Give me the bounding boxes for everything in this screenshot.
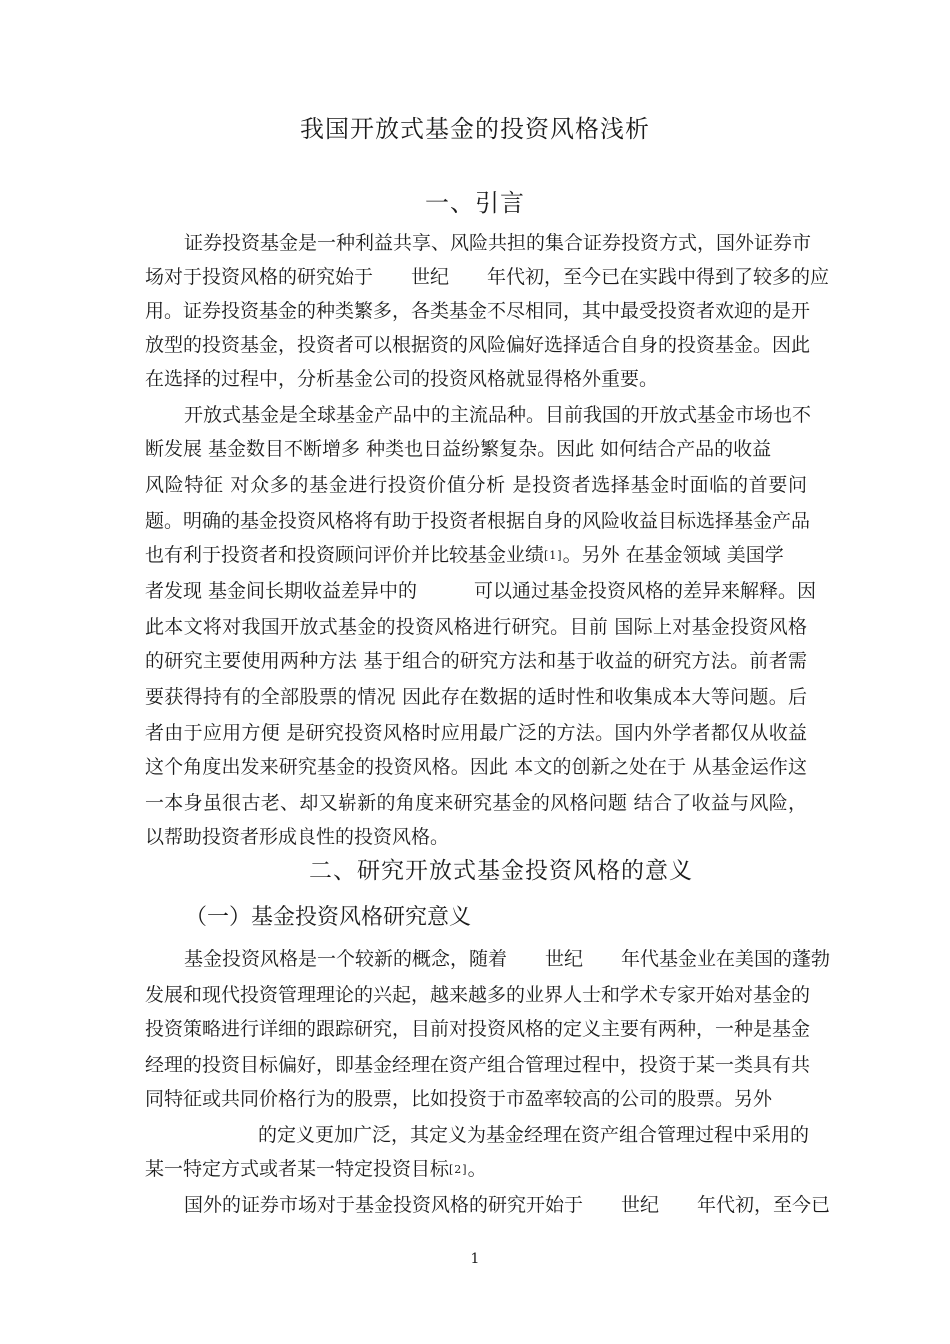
paragraph-line: 风险特征 对众多的基金进行投资价值分析 是投资者选择基金时面临的首要问	[145, 474, 807, 496]
paragraph-line: 基金投资风格是一个较新的概念，随着 世纪 年代基金业在美国的蓬勃	[184, 948, 831, 970]
paragraph-line: 开放式基金是全球基金产品中的主流品种。目前我国的开放式基金市场也不	[184, 404, 812, 426]
paragraph-line: 放型的投资基金，投资者可以根据资的风险偏好选择适合自身的投资基金。因此	[145, 334, 811, 356]
paragraph-line: 同特征或共同价格行为的股票，比如投资于市盈率较高的公司的股票。另外	[145, 1088, 773, 1110]
paragraph-line: 此本文将对我国开放式基金的投资风格进行研究。目前 国际上对基金投资风格	[145, 616, 807, 638]
line-text: 某一特定方式或者某一特定投资目标	[145, 1158, 450, 1180]
line-text: 。另外 在基金领域 美国学	[562, 544, 784, 566]
paragraph-line: 发展和现代投资管理理论的兴起，越来越多的业界人士和学术专家开始对基金的	[145, 984, 811, 1006]
subsection-heading: （一）基金投资风格研究意义	[185, 905, 472, 930]
paragraph-line: 这个角度出发来研究基金的投资风格。因此 本文的创新之处在于 从基金运作这	[145, 756, 807, 778]
paragraph-line: 者发现 基金间长期收益差异中的 可以通过基金投资风格的差异来解释。因	[145, 580, 817, 602]
paragraph-line: 用。证券投资基金的种类繁多，各类基金不尽相同，其中最受投资者欢迎的是开	[145, 300, 811, 322]
paragraph-line: 要获得持有的全部股票的情况 因此存在数据的适时性和收集成本大等问题。后	[145, 686, 807, 708]
paragraph-line: 经理的投资目标偏好，即基金经理在资产组合管理过程中，投资于某一类具有共	[145, 1054, 811, 1076]
paragraph-line: 证券投资基金是一种利益共享、风险共担的集合证券投资方式，国外证券市	[184, 232, 812, 254]
paragraph-line: 者由于应用方便 是研究投资风格时应用最广泛的方法。国内外学者都仅从收益	[145, 722, 807, 744]
paragraph-line: 场对于投资风格的研究始于 世纪 年代初，至今已在实践中得到了较多的应	[145, 266, 830, 288]
citation-ref-1: [1]	[544, 549, 563, 562]
paragraph-line	[145, 1156, 807, 1183]
paragraph-line: 以帮助投资者形成良性的投资风格。	[145, 826, 450, 848]
paragraph-line	[145, 542, 807, 569]
citation-ref-2: [2]	[449, 1163, 468, 1176]
line-text: 也有利于投资者和投资顾问评价并比较基金业绩	[145, 544, 545, 566]
paragraph-line: 的研究主要使用两种方法 基于组合的研究方法和基于收益的研究方法。前者需	[145, 650, 807, 672]
section-heading-significance: 二、研究开放式基金投资风格的意义	[309, 858, 693, 884]
paragraph-line: 的定义更加广泛，其定义为基金经理在资产组合管理过程中采用的	[258, 1124, 810, 1146]
section-heading-introduction: 一、引言	[425, 189, 525, 217]
document-title: 我国开放式基金的投资风格浅析	[300, 115, 650, 143]
paragraph-line: 题。明确的基金投资风格将有助于投资者根据自身的风险收益目标选择基金产品	[145, 510, 811, 532]
page-number: 1	[470, 1251, 480, 1267]
paragraph-line: 一本身虽很古老、却又崭新的角度来研究基金的风格问题 结合了收益与风险，	[145, 792, 807, 814]
line-text: 。	[467, 1158, 487, 1180]
paragraph-line: 投资策略进行详细的跟踪研究，目前对投资风格的定义主要有两种，一种是基金	[145, 1018, 811, 1040]
paragraph-line: 国外的证券市场对于基金投资风格的研究开始于 世纪 年代初，至今已	[184, 1194, 831, 1216]
paragraph-line: 在选择的过程中，分析基金公司的投资风格就显得格外重要。	[145, 368, 659, 390]
paragraph-line: 断发展 基金数目不断增多 种类也日益纷繁复杂。因此 如何结合产品的收益	[145, 438, 772, 460]
